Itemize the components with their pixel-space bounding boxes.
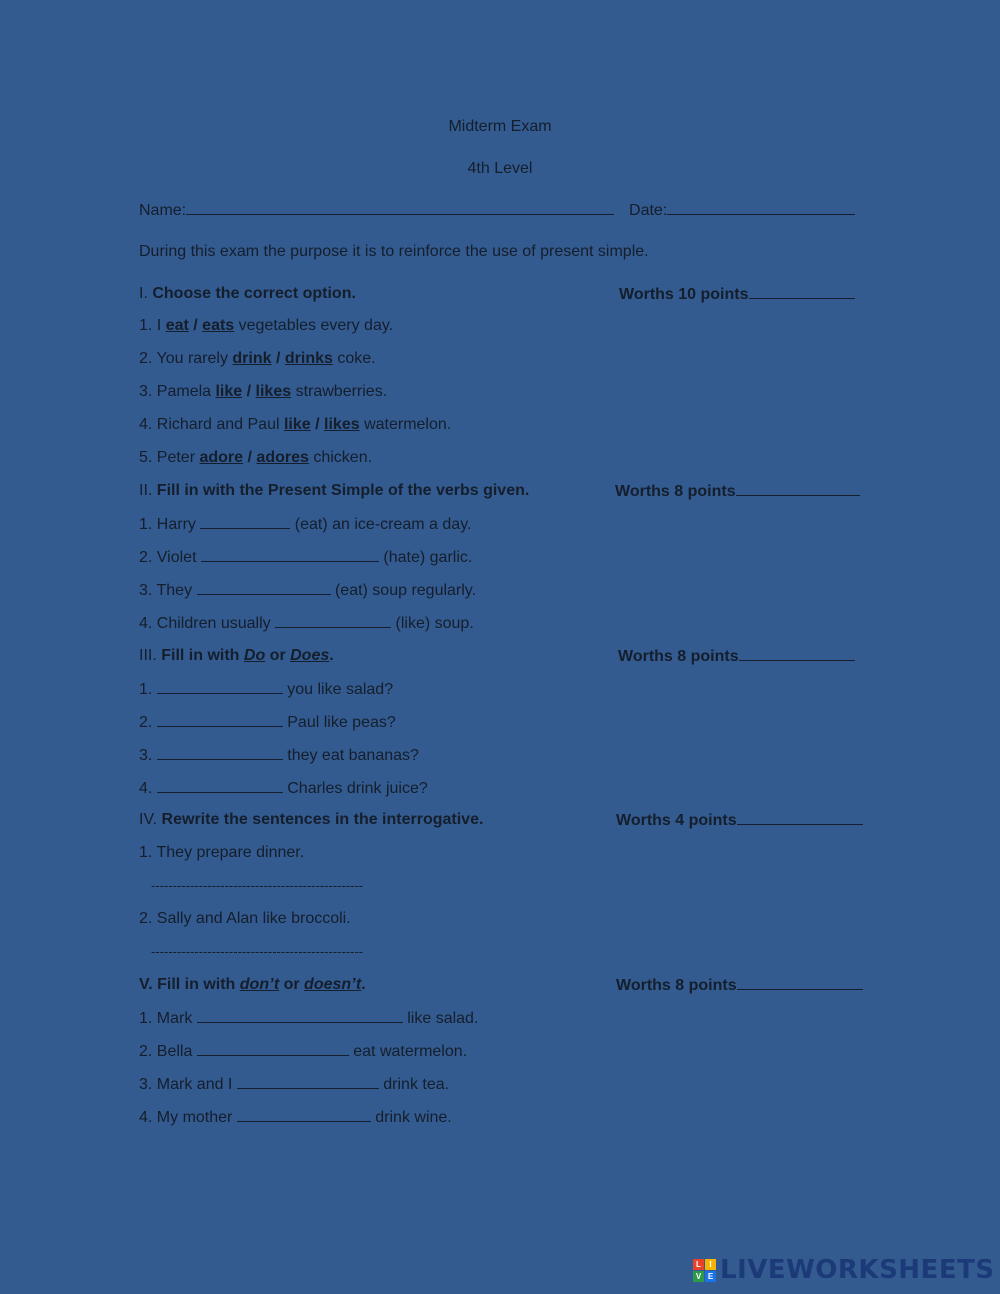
title-text: Fill in with [161, 647, 244, 664]
liveworksheets-logo-icon [693, 1259, 716, 1282]
section-5-heading [139, 975, 366, 995]
points-label: Worths 8 points [618, 648, 739, 665]
item-text: 1. Harry [139, 516, 201, 533]
section-title [157, 976, 366, 993]
title-text: Fill in with [157, 976, 240, 993]
page-title: Midterm Exam [448, 118, 552, 135]
list-item [139, 613, 474, 634]
answer-blank[interactable] [157, 712, 283, 727]
choice-b[interactable]: eats [202, 317, 235, 334]
logo-letter-e: E [705, 1271, 716, 1282]
item-text: 2. [139, 714, 157, 731]
section-title: Fill in with the Present Simple of the verbs given. [156, 482, 530, 499]
list-item: 1. They prepare dinner. [139, 844, 305, 861]
list-item: 2. You rarely drink / drinks coke. [139, 350, 376, 367]
item-text: 4. Richard and Paul [139, 416, 284, 433]
section-2-heading [139, 481, 529, 501]
section-number: II. [139, 482, 153, 499]
item-text: 2. Bella [139, 1043, 197, 1060]
list-item: 1. I eat / eats vegetables every day. [139, 317, 394, 334]
section-number: III. [139, 647, 157, 664]
choice-b[interactable]: adores [256, 449, 309, 466]
choice-a[interactable]: adore [199, 449, 244, 466]
answer-blank[interactable] [237, 1074, 379, 1089]
item-text: vegetables every day. [234, 317, 394, 334]
list-item: 3. Pamela like / likes strawberries. [139, 383, 388, 400]
item-text: watermelon. [359, 416, 452, 433]
answer-blank[interactable] [197, 580, 331, 595]
section-title [161, 647, 333, 664]
points-label: Worths 4 points [616, 812, 737, 829]
section-title: Choose the correct option. [152, 285, 356, 302]
list-item [139, 580, 476, 601]
item-text: 1. Mark [139, 1010, 197, 1027]
title-text: . [361, 976, 366, 993]
item-text: 3. [139, 747, 157, 764]
option-doesnt: doesn’t [304, 976, 362, 993]
section-3-heading [139, 646, 334, 666]
score-field[interactable] [737, 810, 863, 825]
answer-blank[interactable] [275, 613, 391, 628]
item-text: 1. I [139, 317, 166, 334]
option-dont: don’t [239, 976, 280, 993]
section-4-heading [139, 810, 483, 830]
list-item [139, 1041, 467, 1062]
section-5-points [616, 975, 863, 996]
item-text: coke. [332, 350, 376, 367]
item-text: 2. Violet [139, 549, 201, 566]
answer-blank[interactable] [200, 514, 290, 529]
list-item: 4. Richard and Paul like / likes watermelon. [139, 416, 452, 433]
section-title: Rewrite the sentences in the interrogative. [161, 811, 484, 828]
list-item [139, 1074, 449, 1095]
choice-a[interactable]: like [283, 416, 311, 433]
answer-line[interactable]: ------------------------------------------------- [151, 878, 364, 893]
option-does: Does [290, 647, 330, 664]
section-1-points [619, 284, 855, 305]
list-item [139, 514, 471, 535]
section-number: I. [139, 285, 148, 302]
points-label: Worths 8 points [616, 977, 737, 994]
list-item [139, 745, 419, 766]
title-text: or [279, 976, 305, 993]
name-field[interactable] [186, 200, 614, 215]
points-label: Worths 8 points [615, 483, 736, 500]
name-date-row [139, 200, 855, 221]
list-item [139, 778, 428, 799]
name-label: Name: [139, 202, 187, 219]
list-item [139, 679, 393, 700]
logo-letter-i: I [705, 1259, 716, 1270]
choice-b[interactable]: likes [255, 383, 292, 400]
answer-blank[interactable] [157, 778, 283, 793]
item-text: eat watermelon. [348, 1043, 468, 1060]
list-item [139, 712, 396, 733]
list-item: 2. Sally and Alan like broccoli. [139, 910, 351, 927]
intro-text: During this exam the purpose it is to reinforce the use of present simple. [139, 243, 649, 260]
answer-blank[interactable] [157, 679, 283, 694]
item-text: 4. My mother [139, 1109, 237, 1126]
level-subtitle: 4th Level [467, 160, 533, 177]
item-text: strawberries. [291, 383, 388, 400]
item-text: 1. [139, 681, 157, 698]
answer-blank[interactable] [201, 547, 379, 562]
item-text: (eat) an ice-cream a day. [290, 516, 472, 533]
item-text: they eat bananas? [282, 747, 419, 764]
list-item [139, 1008, 478, 1029]
item-text: 5. Peter [139, 449, 200, 466]
item-text: (eat) soup regularly. [330, 582, 477, 599]
title-text: . [329, 647, 334, 664]
points-label: Worths 10 points [619, 286, 749, 303]
item-text: drink wine. [370, 1109, 452, 1126]
score-field[interactable] [739, 646, 855, 661]
logo-text: LIVEWORKSHEETS [720, 1255, 995, 1285]
item-text: (hate) garlic. [378, 549, 473, 566]
item-text: you like salad? [282, 681, 394, 698]
logo-letter-v: V [693, 1271, 704, 1282]
score-field[interactable] [749, 284, 855, 299]
section-4-points [616, 810, 863, 831]
list-item: 5. Peter adore / adores chicken. [139, 449, 373, 466]
choice-a[interactable]: drink [232, 350, 272, 367]
choice-b[interactable]: drinks [284, 350, 333, 367]
choice-a[interactable]: eat [165, 317, 189, 334]
item-text: Charles drink juice? [282, 780, 428, 797]
item-text: 3. They [139, 582, 197, 599]
item-text: 4. [139, 780, 157, 797]
option-do: Do [243, 647, 266, 664]
score-field[interactable] [737, 975, 863, 990]
item-text: 2. You rarely [139, 350, 233, 367]
answer-blank[interactable] [197, 1008, 403, 1023]
title-text: or [265, 647, 291, 664]
section-2-points [615, 481, 860, 502]
item-text: (like) soup. [391, 615, 474, 632]
liveworksheets-logo [693, 1256, 995, 1284]
answer-blank[interactable] [197, 1041, 349, 1056]
score-field[interactable] [736, 481, 860, 496]
section-number: V. [139, 976, 153, 993]
date-field[interactable] [667, 200, 855, 215]
section-number: IV. [139, 811, 158, 828]
item-text: chicken. [308, 449, 373, 466]
choice-a[interactable]: like [215, 383, 243, 400]
item-text: drink tea. [378, 1076, 450, 1093]
item-text: 3. Pamela [139, 383, 216, 400]
item-text: 4. Children usually [139, 615, 276, 632]
choice-b[interactable]: likes [324, 416, 360, 433]
list-item [139, 1107, 452, 1128]
date-label: Date: [629, 202, 668, 219]
section-1-heading [139, 284, 356, 304]
list-item [139, 547, 472, 568]
item-text: like salad. [402, 1010, 479, 1027]
answer-blank[interactable] [157, 745, 283, 760]
answer-blank[interactable] [237, 1107, 371, 1122]
logo-letter-l: L [693, 1259, 704, 1270]
answer-line[interactable]: ------------------------------------------------- [151, 944, 364, 959]
item-text: 3. Mark and I [139, 1076, 237, 1093]
section-3-points [618, 646, 855, 667]
item-text: Paul like peas? [282, 714, 396, 731]
